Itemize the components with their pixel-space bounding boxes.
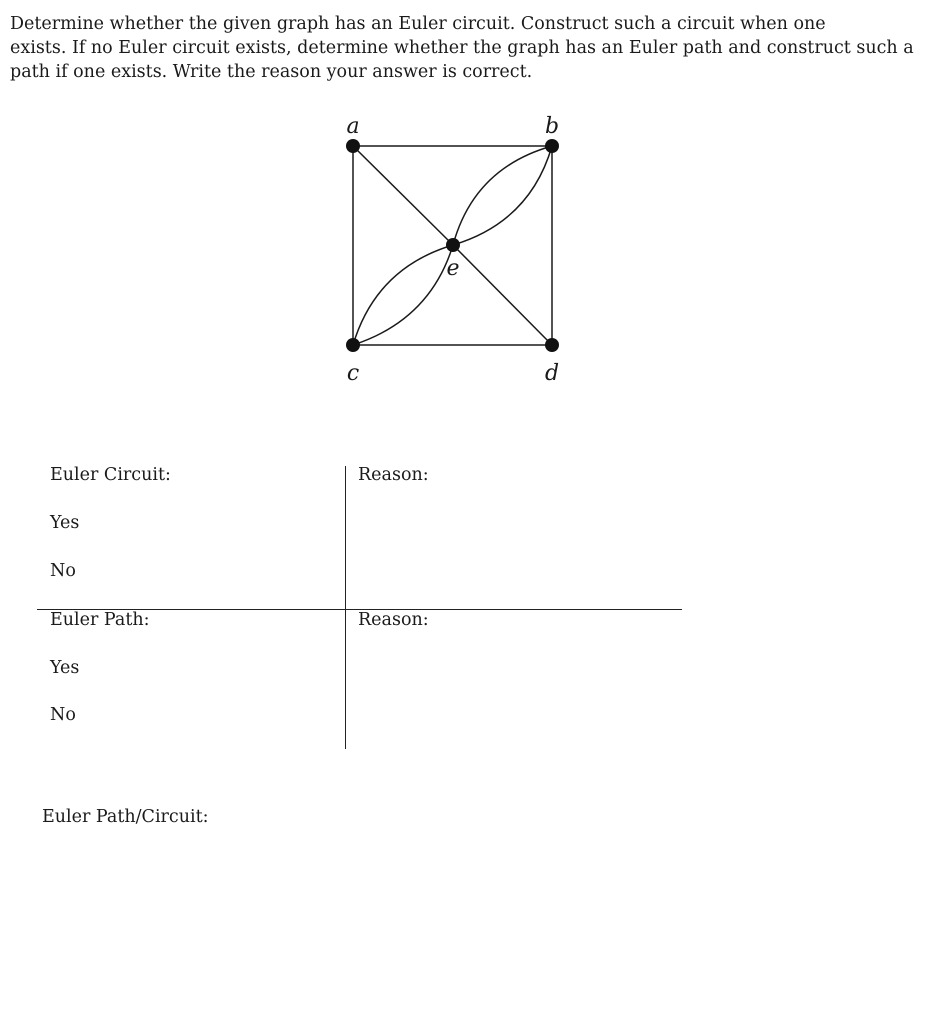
- euler-circuit-yes[interactable]: Yes: [50, 513, 80, 533]
- edge-e-d: [453, 245, 552, 345]
- vertex-label-c: c: [346, 361, 360, 386]
- vertex-d: [545, 338, 559, 352]
- table-vertical-divider: [345, 466, 346, 749]
- prompt-line-2: exists. If no Euler circuit exists, determine whether the graph has an Euler path and construct such a: [10, 38, 914, 58]
- vertex-label-a: a: [346, 114, 360, 139]
- euler-graph: [0, 0, 948, 400]
- edge-c-e-lower: [353, 245, 453, 345]
- euler-path-label: Euler Path:: [50, 610, 150, 630]
- edge-c-e-upper: [353, 245, 453, 345]
- vertex-a: [346, 139, 360, 153]
- edge-e-b-upper: [453, 146, 552, 245]
- euler-path-no[interactable]: No: [50, 705, 76, 725]
- vertex-label-e: e: [446, 256, 460, 281]
- edge-a-e: [353, 146, 453, 245]
- edge-e-b-lower: [453, 146, 552, 245]
- vertex-e: [446, 238, 460, 252]
- euler-circuit-no[interactable]: No: [50, 561, 76, 581]
- euler-path-reason-label: Reason:: [358, 610, 429, 630]
- prompt-line-1: Determine whether the given graph has an Euler circuit. Construct such a circuit when one: [10, 14, 826, 34]
- euler-circuit-reason-label: Reason:: [358, 465, 429, 485]
- vertex-c: [346, 338, 360, 352]
- euler-path-circuit-label: Euler Path/Circuit:: [42, 807, 209, 827]
- euler-path-yes[interactable]: Yes: [50, 658, 80, 678]
- vertex-label-b: b: [544, 114, 560, 139]
- vertex-b: [545, 139, 559, 153]
- vertex-label-d: d: [544, 361, 560, 386]
- prompt-line-3: path if one exists. Write the reason your answer is correct.: [10, 62, 533, 82]
- euler-circuit-label: Euler Circuit:: [50, 465, 171, 485]
